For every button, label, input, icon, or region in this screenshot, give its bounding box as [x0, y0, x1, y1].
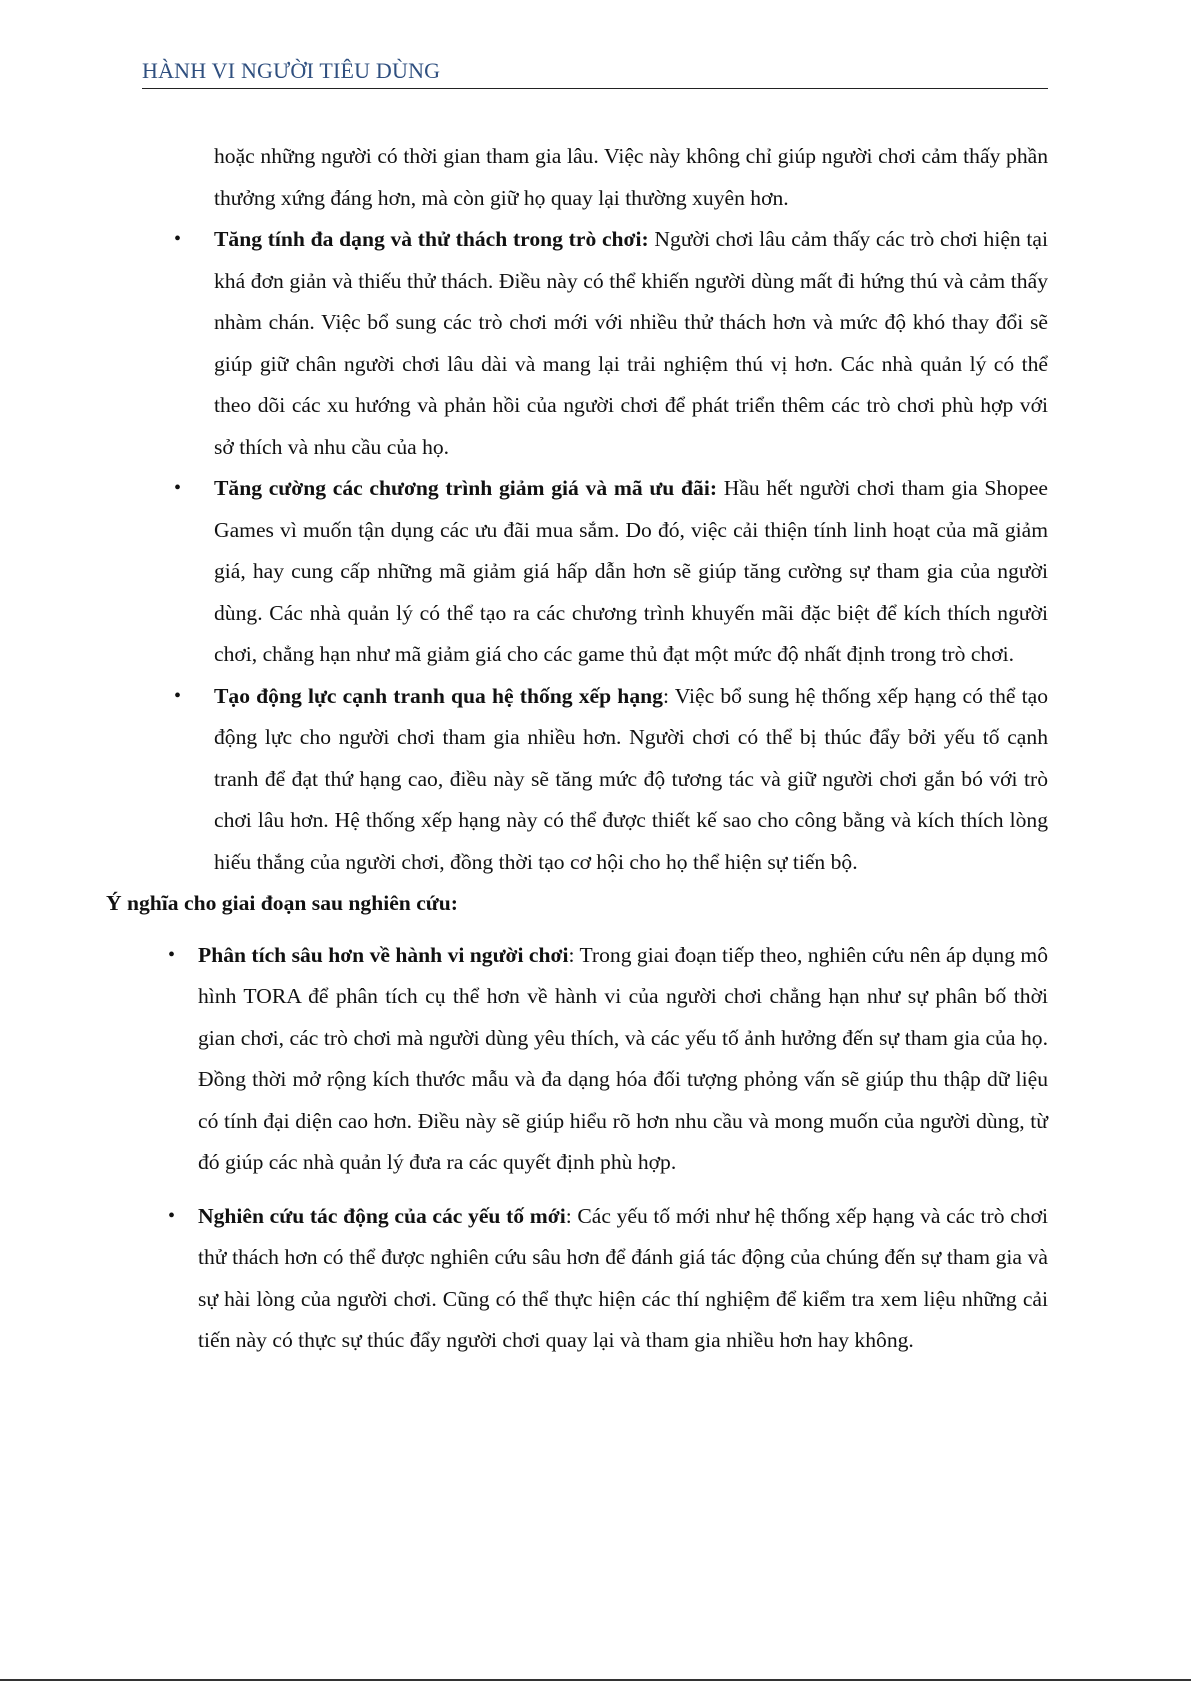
list-item — [168, 935, 1049, 1184]
header-title: HÀNH VI NGƯỜI TIÊU DÙNG — [142, 58, 441, 83]
item-title: Nghiên cứu tác động của các yếu tố mới — [198, 1203, 566, 1228]
document-body — [106, 136, 1048, 1374]
bullet-icon: • — [168, 943, 176, 966]
bullet-icon: • — [168, 1204, 176, 1227]
implications-list — [106, 935, 1048, 1362]
bullet-icon: • — [174, 684, 182, 707]
list-item — [168, 1196, 1048, 1362]
item-text: Hầu hết người chơi tham gia Shopee Games vì muốn tận dụng các ưu đãi mua sắm. Do đó, việc cải thiện tính linh hoạt của mã giảm giá, hay cung cấp những mã giảm giá hấp dẫn hơn sẽ giúp tăng cường sự tham gia của người dùng. Các nhà quản lý có thể tạo ra các chương trình khuyến mãi đặc biệt để kích thích người chơi, chẳng hạn như mã giảm giá cho các game thủ đạt một mức độ nhất định trong trò chơi. — [214, 476, 1048, 666]
item-title: Tăng cường các chương trình giảm giá và mã ưu đãi: — [214, 476, 718, 500]
item-title: Tạo động lực cạnh tranh qua hệ thống xếp hạng — [214, 683, 663, 708]
item-text: : Trong giai đoạn tiếp theo, nghiên cứu nên áp dụng mô hình TORA để phân tích cụ thể hơn về hành vi của người chơi chẳng hạn như sự phân bố thời gian chơi, các trò chơi mà người dùng yêu thích, và các yếu tố ảnh hưởng đến sự tham gia của họ. Đồng thời mở rộng kích thước mẫu và đa dạng hóa đối tượng phỏng vấn sẽ giúp thu thập dữ liệu có tính đại diện cao hơn. Điều này sẽ giúp hiểu rõ hơn nhu cầu và mong muốn của người dùng, từ đó giúp các nhà quản lý đưa ra các quyết định phù hợp. — [198, 942, 1049, 1174]
section-heading: Ý nghĩa cho giai đoạn sau nghiên cứu: — [106, 891, 458, 915]
page-bottom-divider — [0, 1679, 1191, 1681]
recommendations-list — [106, 219, 1048, 883]
list-item — [174, 468, 1048, 676]
list-item — [174, 676, 1049, 884]
item-title: Tăng tính đa dạng và thử thách trong trò chơi: — [214, 227, 649, 251]
continuation-paragraph: hoặc những người có thời gian tham gia lâu. Việc này không chỉ giúp người chơi cảm thấy phần thưởng xứng đáng hơn, mà còn giữ họ quay lại thường xuyên hơn. — [214, 144, 1048, 210]
page-header — [142, 56, 1048, 89]
item-text: Người chơi lâu cảm thấy các trò chơi hiện tại khá đơn giản và thiếu thử thách. Điều này có thể khiến người dùng mất đi hứng thú và cảm thấy nhàm chán. Việc bổ sung các trò chơi mới với nhiều thử thách hơn và mức độ khó thay đổi sẽ giúp giữ chân người chơi lâu dài và mang lại trải nghiệm thú vị hơn. Các nhà quản lý có thể theo dõi các xu hướng và phản hồi của người chơi để phát triển thêm các trò chơi phù hợp với sở thích và nhu cầu của họ. — [214, 227, 1048, 459]
item-text: : Việc bổ sung hệ thống xếp hạng có thể tạo động lực cho người chơi tham gia nhiều hơn. Người chơi có thể bị thúc đẩy bởi yếu tố cạnh tranh để đạt thứ hạng cao, điều này sẽ tăng mức độ tương tác và giữ người chơi gắn bó với trò chơi lâu hơn. Hệ thống xếp hạng này có thể được thiết kế sao cho công bằng và kích thích lòng hiếu thắng của người chơi, đồng thời tạo cơ hội cho họ thể hiện sự tiến bộ. — [214, 683, 1049, 874]
bullet-icon: • — [174, 228, 182, 250]
bullet-icon: • — [174, 477, 182, 499]
list-item — [174, 219, 1048, 468]
item-title: Phân tích sâu hơn về hành vi người chơi — [198, 942, 569, 967]
item-text: : Các yếu tố mới như hệ thống xếp hạng và các trò chơi thử thách hơn có thể được nghiên cứu sâu hơn để đánh giá tác động của chúng đến sự tham gia và sự hài lòng của người chơi. Cũng có thể thực hiện các thí nghiệm để kiểm tra xem liệu những cải tiến này có thực sự thúc đẩy người chơi quay lại và tham gia nhiều hơn hay không. — [198, 1203, 1048, 1352]
